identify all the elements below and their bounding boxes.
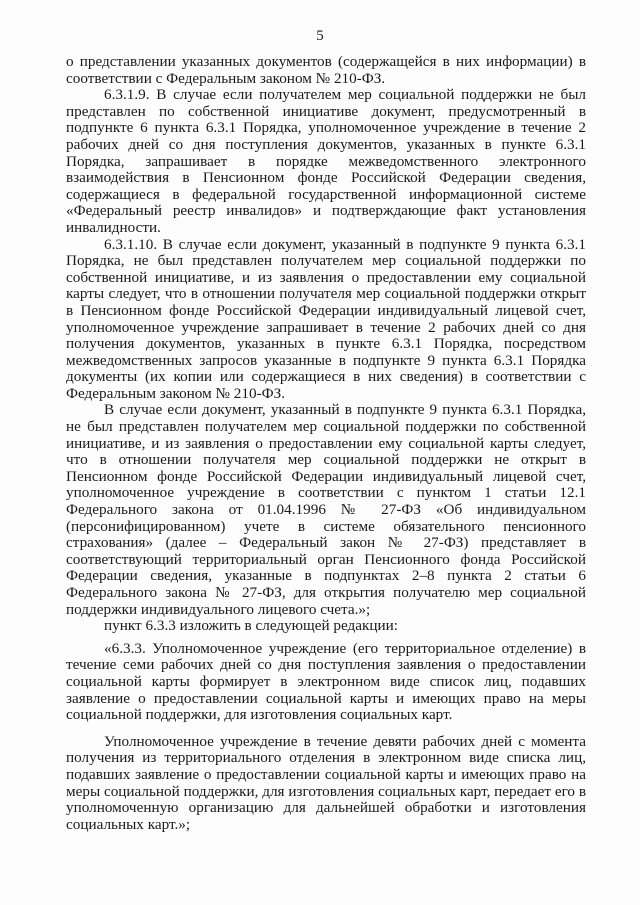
document-body (66, 54, 586, 833)
paragraph-account-not-open: В случае если документ, указанный в подпункте 9 пункта 6.3.1 Порядка, не был представлен получателем мер социальной поддержки по собственной инициативе, и из заявления о предоставлении ему социальной карты следует, что в отношении получателя мер социальной поддержки не открыт в Пенсионном фонде Российской Федерации индивидуальный лицевой счет, уполномоченное учреждение в соответствии с пунктом 1 статьи 12.1 Федерального закона от 01.04.1996 № 27-ФЗ «Об индивидуальном (персонифицированном) учете в системе обязательного пенсионного страхования» (далее – Федеральный закон № 27-ФЗ) представляет в соответствующий территориальный орган Пенсионного фонда Российской Федерации сведения, указанные в подпунктах 2–8 пункта 2 статьи 6 Федерального закона № 27-ФЗ, для открытия получателю мер социальной поддержки индивидуального лицевого счета.»; (66, 401, 586, 618)
paragraph-6-3-3: «6.3.3. Уполномоченное учреждение (его территориальное отделение) в течение семи рабочих дней со дня поступления заявления о предоставлении социальной карты формирует в электронном виде список лиц, подавших заявление о предоставлении социальной карты и имеющих право на меры социальной поддержки, для изготовления социальных карт. (66, 639, 586, 724)
paragraph-6-3-1-9: 6.3.1.9. В случае если получателем мер социальной поддержки не был представлен по собственной инициативе документ, предусмотренный в подпункте 6 пункта 6.3.1 Порядка, уполномоченное учреждение в течение 2 рабочих дней со дня поступления документов, указанных в пункте 6.3.1 Порядка, запрашивает в порядке межведомственного электронного взаимодействия в Пенсионном фонде Российской Федерации сведения, содержащиеся в федеральной государственной информационной системе «Федеральный реестр инвалидов» и подтверждающие факт установления инвалидности. (66, 86, 586, 236)
paragraph-continuation: о представлении указанных документов (содержащейся в них информации) в соответствии с Федеральным законом № 210-ФЗ. (66, 53, 586, 87)
paragraph-transfer-list: Уполномоченное учреждение в течение девяти рабочих дней с момента получения из территориального отделения в электронном виде списка лиц, подавших заявление о предоставлении социальной карты и имеющих право на меры социальной поддержки, для изготовления социальных карт, передает его в уполномоченную организацию для дальнейшей обработки и изготовления социальных карт.»; (66, 732, 586, 833)
page-number: 5 (316, 28, 324, 44)
paragraph-amendment-instruction: пункт 6.3.3 изложить в следующей редакции: (104, 617, 398, 635)
paragraph-6-3-1-10: 6.3.1.10. В случае если документ, указанный в подпункте 9 пункта 6.3.1 Порядка, не был представлен получателем мер социальной поддержки по собственной инициативе, и из заявления о предоставлении ему социальной карты следует, что в отношении получателя мер социальной поддержки открыт в Пенсионном фонде Российской Федерации индивидуальный лицевой счет, уполномоченное учреждение запрашивает в течение 2 рабочих дней со дня получения документов, указанных в пункте 6.3.1 Порядка, посредством межведомственных запросов указанные в подпункте 9 пункта 6.3.1 Порядка документы (их копии или содержащиеся в них сведения) в соответствии с Федеральным законом № 210-ФЗ. (66, 235, 586, 402)
